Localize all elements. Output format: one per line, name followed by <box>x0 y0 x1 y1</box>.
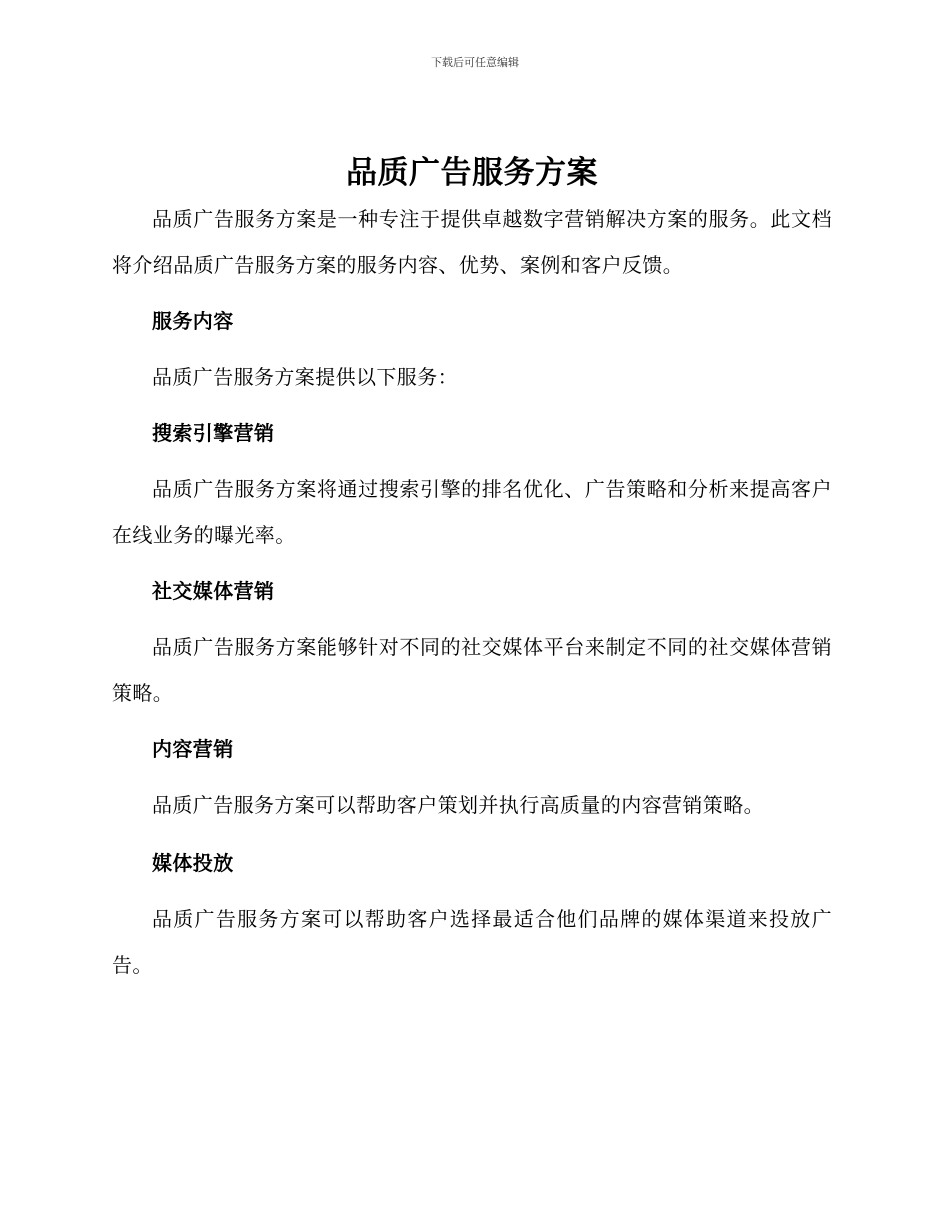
spacer <box>112 558 832 568</box>
document-body <box>112 150 832 988</box>
spacer <box>112 828 832 840</box>
section-paragraph-service-content: 品质广告服务方案提供以下服务： <box>152 365 458 389</box>
section-heading-content-marketing: 内容营销 <box>152 737 234 761</box>
section-paragraph-media-placement: 品质广告服务方案可以帮助客户选择最适合他们品牌的媒体渠道来投放广告。 <box>112 907 832 977</box>
spacer <box>112 886 832 896</box>
spacer <box>112 400 832 410</box>
section-heading-search-engine-marketing: 搜索引擎营销 <box>152 421 275 445</box>
intro-paragraph: 品质广告服务方案是一种专注于提供卓越数字营销解决方案的服务。此文档将介绍品质广告服务方案的服务内容、优势、案例和客户反馈。 <box>112 207 832 277</box>
spacer <box>112 344 832 354</box>
spacer <box>112 716 832 726</box>
spacer <box>112 772 832 782</box>
section-heading-media-placement: 媒体投放 <box>152 851 234 875</box>
section-heading-service-content: 服务内容 <box>152 309 234 333</box>
spacer <box>112 288 832 298</box>
section-paragraph-content-marketing: 品质广告服务方案可以帮助客户策划并执行高质量的内容营销策略。 <box>152 793 764 817</box>
section-paragraph-social-media-marketing: 品质广告服务方案能够针对不同的社交媒体平台来制定不同的社交媒体营销策略。 <box>112 635 832 705</box>
page-title: 品质广告服务方案 <box>346 155 598 191</box>
spacer <box>112 614 832 624</box>
header-note: 下载后可任意编辑 <box>431 56 519 69</box>
section-paragraph-search-engine-marketing: 品质广告服务方案将通过搜索引擎的排名优化、广告策略和分析来提高客户在线业务的曝光率。 <box>112 477 832 547</box>
spacer <box>112 456 832 466</box>
section-heading-social-media-marketing: 社交媒体营销 <box>152 579 275 603</box>
